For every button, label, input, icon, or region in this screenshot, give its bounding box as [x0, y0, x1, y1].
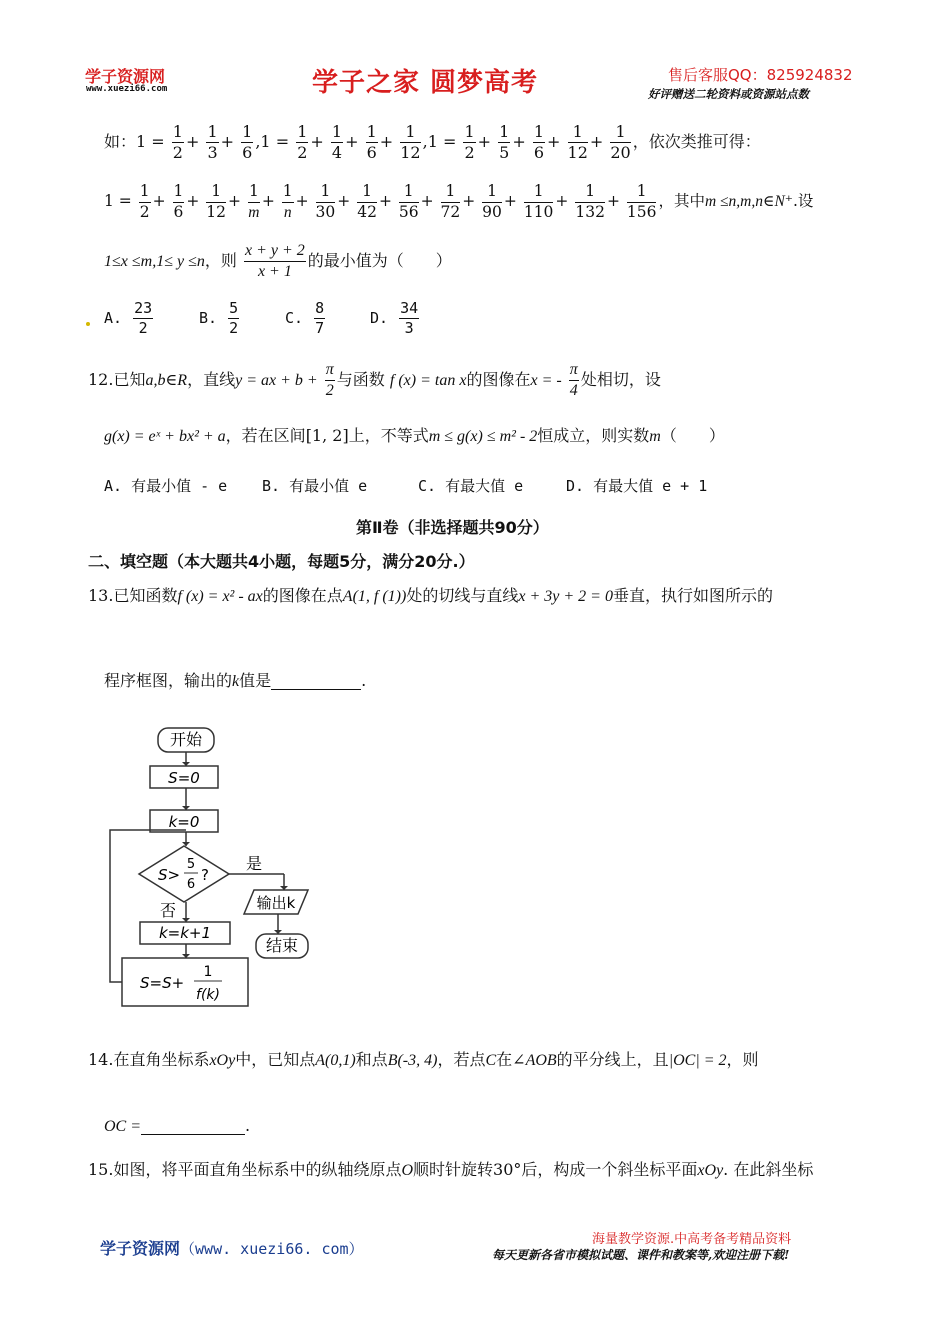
q11-line2: 1 = $\frac{1}{2}$ + $\frac{1}{6}$ + $\frac{1}{12}$ + $\frac{1}{m}$ + $\frac{1}{n}$ + $\frac{1}{30}$ + $\frac{1}{42}$ + $\frac{1}{56}$ + $\frac{1}{72}$ + $\frac{1}{90}$ + $\frac{1}{110}$ + $\frac{1}{132}$ + $\frac{1}{156}$ ，其中m ≤n,m,n∈N⁺.设 [104, 182, 814, 221]
footer-tagline1: 海量教学资源.中高考备考精品资料 [592, 1232, 792, 1247]
footer-site-name: 学子资源网 [100, 1239, 181, 1258]
flow-cond-den: 6 [186, 877, 196, 892]
q11-option-b[interactable]: B. $\frac{5}{2}$ [199, 299, 239, 337]
q12-option-d[interactable]: D. 有最大值 e + 1 [566, 477, 708, 495]
flow-no-label: 否 [160, 901, 177, 920]
flow-arrow [182, 842, 190, 846]
flow-cond-label: S> [158, 866, 181, 884]
part2-title: 第Ⅱ卷（非选择题共90分） [356, 518, 549, 537]
flow-update-den: f(k) [196, 987, 220, 1003]
q12-option-a[interactable]: A. 有最小值 - e [104, 477, 228, 495]
q11-line1: 如：1 = $\frac{1}{2}$ + $\frac{1}{3}$ + $\frac{1}{6}$ ,1 = $\frac{1}{2}$ + $\frac{1}{4}$ + $\frac{1}{6}$ + $\frac{1}{12}$ ,1 = $\frac{1}{2}$ + $\frac{1}{5}$ + $\frac{1}{6}$ + $\frac{1}{12}$ + $\frac{1}{20}$ ，依次类推可得： [104, 122, 761, 162]
flow-condition-diamond [139, 846, 229, 902]
flow-inc-label: k=k+1 [158, 924, 212, 942]
q14-line1: 14.在直角坐标系xOy中，已知点A(0,1)和点B(-3, 4)，若点C在∠AOB的平分线上，且|OC| = 2，则 [88, 1050, 759, 1069]
q15-line1: 15.如图，将平面直角坐标系中的纵轴绕原点O顺时针旋转30°后，构成一个斜坐标平面xOy. 在此斜坐标 [88, 1160, 814, 1179]
q11-option-c[interactable]: C. $\frac{8}{7}$ [285, 299, 325, 337]
q12-option-b[interactable]: B. 有最小值 e [262, 477, 368, 495]
q13-line2: 程序框图，输出的k值是 . [104, 671, 367, 690]
section-title: 二、填空题（本大题共4小题，每题5分，满分20分.） [88, 552, 475, 571]
q13-line1: 13.已知函数f (x) = x² - ax的图像在点A(1, f (1))处的切线与直线x + 3y + 2 = 0垂直，执行如图所示的 [88, 586, 773, 605]
q12-option-c[interactable]: C. 有最大值 e [418, 477, 524, 495]
program-flowchart [100, 718, 360, 1018]
q11-option-a[interactable]: A. $\frac{23}{2}$ [104, 299, 153, 337]
flow-s0-label: S=0 [168, 769, 200, 787]
footer-site [100, 1236, 364, 1259]
answer-blank-13[interactable] [271, 673, 361, 690]
site-url[interactable]: www.xuezi66.com [86, 84, 168, 94]
q14-line2: OC = . [104, 1116, 251, 1135]
flow-start-label: 开始 [169, 730, 203, 749]
flow-cond-num: 5 [186, 857, 196, 872]
service-note: 好评赠送二轮资料或资源站点数 [648, 87, 809, 101]
footer-tagline2: 每天更新各省市模拟试题、课件和教案等,欢迎注册下载! [492, 1248, 790, 1262]
footer-site-url[interactable]: （www. xuezi66. com） [180, 1240, 364, 1258]
flow-update-label: S=S+ [140, 974, 185, 992]
flow-cond-q: ? [201, 866, 209, 884]
service-qq: 售后客服QQ：825924832 [668, 66, 853, 84]
flow-update-num: 1 [203, 964, 213, 980]
answer-blank-14[interactable] [141, 1118, 245, 1135]
site-logo-text: 学子资源网 [85, 67, 166, 86]
q11-line3: 1≤x ≤m,1≤ y ≤n，则 $\frac{x + y + 2}{x + 1}$ 的最小值为（ ） [104, 242, 452, 280]
bullet-dot [86, 322, 90, 326]
q12-line2: g(x) = eˣ + bx² + a，若在区间[1, 2]上，不等式m ≤ g(x) ≤ m² - 2恒成立，则实数m（ ） [104, 426, 725, 445]
flow-end-label: 结束 [265, 936, 299, 955]
header-slogan: 学子之家 圆梦高考 [312, 68, 539, 98]
flow-yes-label: 是 [246, 854, 263, 873]
q11-option-d[interactable]: D. $\frac{34}{3}$ [370, 299, 419, 337]
flow-output-label: 输出k [256, 894, 296, 912]
flow-k0-label: k=0 [168, 813, 200, 831]
q12-line1: 12.已知a,b∈R，直线y = ax + b + $\frac{\pi}{2}$ 与函数 f (x) = tan x的图像在x = - $\frac{\pi}{4}$ 处相切，设 [88, 361, 661, 399]
